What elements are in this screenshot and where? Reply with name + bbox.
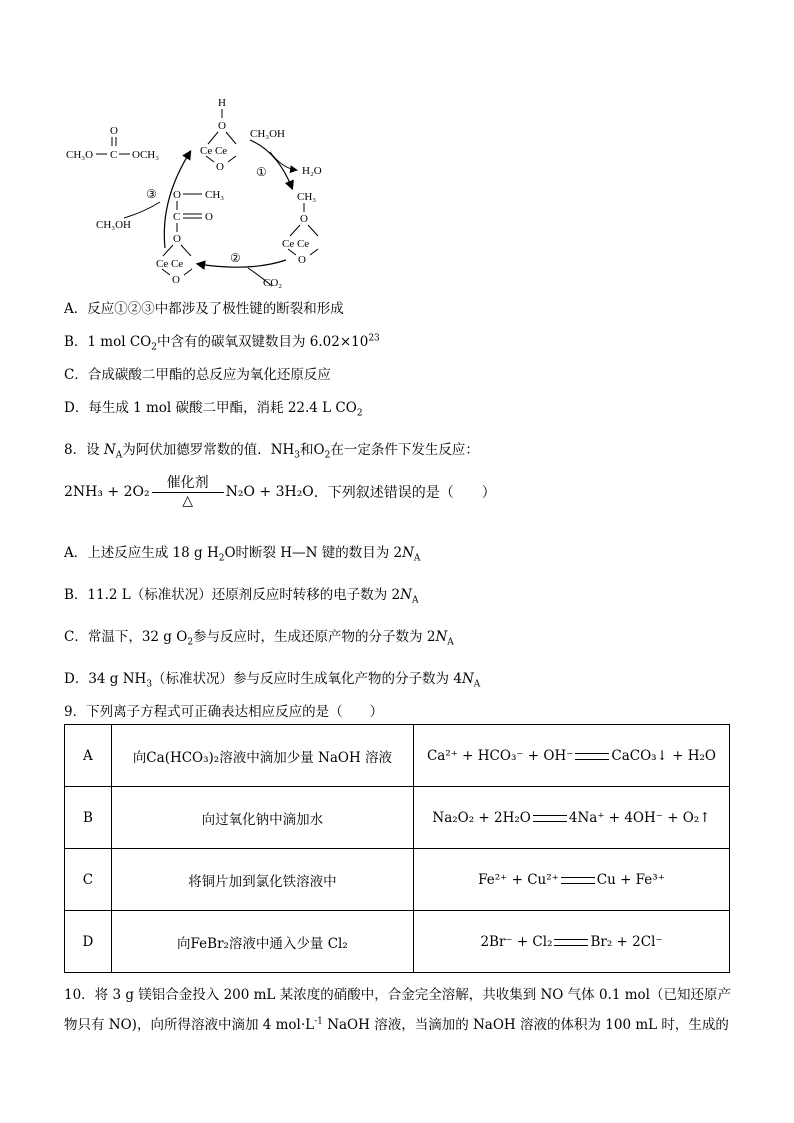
equation-right: Br₂ + 2Cl⁻ — [590, 933, 663, 950]
equation-left: Fe²⁺ + Cu²⁺ — [478, 871, 559, 888]
q10-line1: 10．将 3 g 镁铝合金投入 200 mL 某浓度的硝酸中，合金完全溶解，共收集到 NO 气体 0.1 mol（已知还原产 — [64, 987, 731, 1003]
step3-ch3oh: CH₃OH — [96, 219, 132, 231]
q7-option-d: D．每生成 1 mol 碳酸二甲酯，消耗 22.4 L $CO_2$ — [64, 400, 363, 419]
dmc-c: C — [110, 149, 118, 161]
q9-row-label: C — [65, 849, 112, 911]
equation-right: Cu + Fe³⁺ — [596, 871, 665, 888]
equals-sign — [575, 753, 609, 760]
step1-ch3oh: CH₃OH — [250, 128, 286, 140]
q8-option-a: A．上述反应生成 18 g $H_2O$时断裂 H—N 键的数目为 $2N_A$ — [64, 545, 421, 564]
mid-eq-o: O — [205, 211, 213, 223]
reaction-cycle-diagram — [60, 90, 380, 295]
step2-label: ② — [230, 251, 241, 265]
dmc-top-o: O — [110, 125, 118, 137]
q9-row-label: D — [65, 911, 112, 973]
q8-stem: 8．设 $N_A$为阿伏加德罗常数的值．$NH_3$和$O_2$在一定条件下发生反应： — [64, 442, 479, 461]
q7-option-b: B．1 mol $CO_2$中含有的碳氧双键数目为 $6.02\times 10^{23}$ — [64, 333, 380, 353]
q9-row-description: 向过氧化钠中滴加水 — [111, 787, 413, 849]
reaction-condition: $\frac{\text{催化剂}}{\triangle}$ — [152, 474, 224, 509]
top-o: O — [218, 120, 226, 132]
top-ce-ce: Ce Ce — [200, 145, 228, 157]
q9-row-description: 向Ca(HCO₃)₂溶液中滴加少量 NaOH 溶液 — [111, 725, 413, 787]
q9-row-c — [65, 849, 730, 911]
top-h: H — [218, 97, 226, 109]
step1-h2o: H₂O — [302, 165, 322, 177]
q9-row-description: 将铜片加到氯化铁溶液中 — [111, 849, 413, 911]
q9-row-equation — [413, 911, 729, 973]
equation-left: Ca²⁺ + HCO₃⁻ + OH⁻ — [426, 747, 574, 764]
q9-row-label: B — [65, 787, 112, 849]
q9-row-description: 向FeBr₂溶液中通入少量 Cl₂ — [111, 911, 413, 973]
q9-row-equation — [413, 849, 729, 911]
mid-c: C — [173, 211, 181, 223]
right-ce-ce: Ce Ce — [282, 238, 310, 250]
q9-stem: 9．下列离子方程式可正确表达相应反应的是（ ） — [64, 704, 384, 720]
q10-line2: 物只有 NO)，向所得溶液中滴加 4 $mol\cdot L^{-1}$ NaOH 溶液，当滴加的 NaOH 溶液的体积为 100 mL 时，生成的 — [64, 1016, 729, 1033]
mid-ce-ce: Ce Ce — [156, 258, 184, 270]
q8-equation: 2NH₃ + 2O₂ $\frac{\text{催化剂}}{\triangle}$ N₂O + 3H₂O ．下列叙述错误的是（ ） — [64, 475, 496, 509]
step3-label: ③ — [146, 187, 157, 201]
top-ce-o: O — [216, 161, 224, 173]
q9-row-a — [65, 725, 730, 787]
right-ce-o: O — [298, 254, 306, 266]
step1-label: ① — [256, 165, 267, 179]
q9-row-label: A — [65, 725, 112, 787]
q9-row-equation — [413, 725, 729, 787]
equation-left: Na₂O₂ + 2H₂O — [432, 809, 531, 826]
mid-ch3: CH₃ — [205, 189, 225, 201]
q8-option-d: D．34 g $NH_3$（标准状况）参与反应时生成氧化产物的分子数为 $4N_A$ — [64, 671, 481, 690]
q7-option-a: A．反应①②③中都涉及了极性键的断裂和形成 — [64, 301, 344, 317]
dmc-left: CH₃O — [66, 149, 94, 161]
step2-co2: CO₂ — [263, 277, 283, 289]
mid-o2: O — [173, 233, 181, 245]
equals-sign — [533, 815, 567, 822]
mid-o: O — [173, 189, 181, 201]
q9-row-equation — [413, 787, 729, 849]
q8-option-c: C．常温下，32 g $O_2$参与反应时，生成还原产物的分子数为 $2N_A$ — [64, 629, 454, 648]
right-ch3: CH₃ — [297, 191, 317, 203]
q8-option-b: B．11.2 L（标准状况）还原剂反应时转移的电子数为 $2N_A$ — [64, 587, 419, 606]
equation-right: 4Na⁺ + 4OH⁻ + O₂↑ — [568, 809, 711, 826]
equals-sign — [561, 877, 595, 884]
mid-ce-o: O — [172, 274, 180, 286]
equation-right: CaCO₃↓ + H₂O — [611, 747, 717, 764]
q9-options-table — [64, 724, 730, 973]
right-o: O — [300, 213, 308, 225]
dmc-right: OCH₃ — [132, 149, 160, 161]
q9-row-d — [65, 911, 730, 973]
q9-row-b — [65, 787, 730, 849]
q7-option-c: C．合成碳酸二甲酯的总反应为氧化还原反应 — [64, 367, 331, 383]
equals-sign — [554, 939, 588, 946]
equation-left: 2Br⁻ + Cl₂ — [480, 933, 553, 950]
